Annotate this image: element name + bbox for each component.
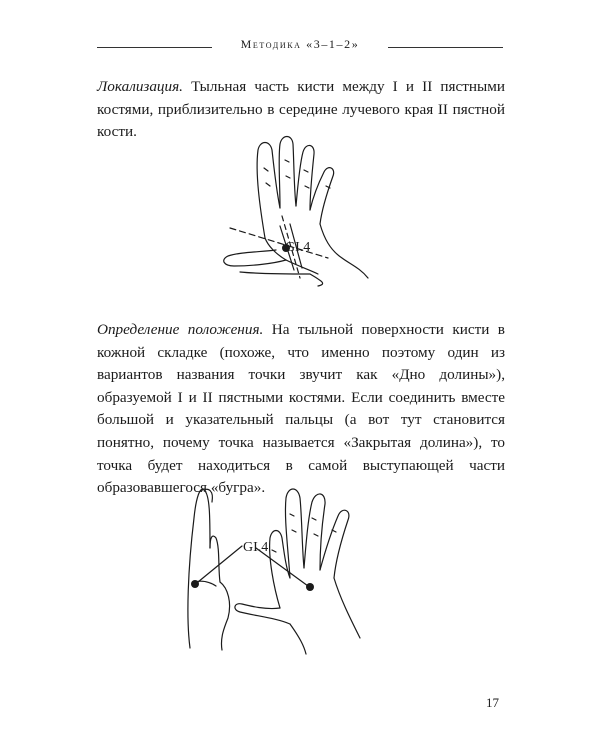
paragraph-body: Тыльная часть кисти между I и II пястными костями, приблизительно в середине лучевого края II пястной кости. — [97, 78, 505, 141]
running-header: Методика «3–1–2» — [240, 37, 360, 51]
header-rule-right — [388, 47, 503, 48]
paragraph-body: На тыльной поверхности кисти в кожной складке (похоже, что именно поэтому один из вариантов названия точки звучит как «Дно долины»), образуемой I и II пястными костями. Если соединить вместе большой и указательный пальцы (а вот тут становится понятно, почему точка называется «Закрытая долина»), то точка будет находиться в самой выступающей части образовавшегося «бугра». — [97, 321, 505, 497]
point-label: GI.4 — [243, 540, 269, 555]
hand-illustration-1 — [210, 128, 390, 298]
point-label: GI.4 — [285, 240, 311, 255]
paragraph-lead: Определение положения. — [97, 321, 264, 338]
paragraph-lead: Локализация. — [97, 78, 183, 95]
paragraph-position — [97, 319, 505, 500]
page-number: 17 — [486, 695, 499, 710]
hand-illustration-2 — [180, 478, 410, 658]
header-rule-left — [97, 47, 212, 48]
